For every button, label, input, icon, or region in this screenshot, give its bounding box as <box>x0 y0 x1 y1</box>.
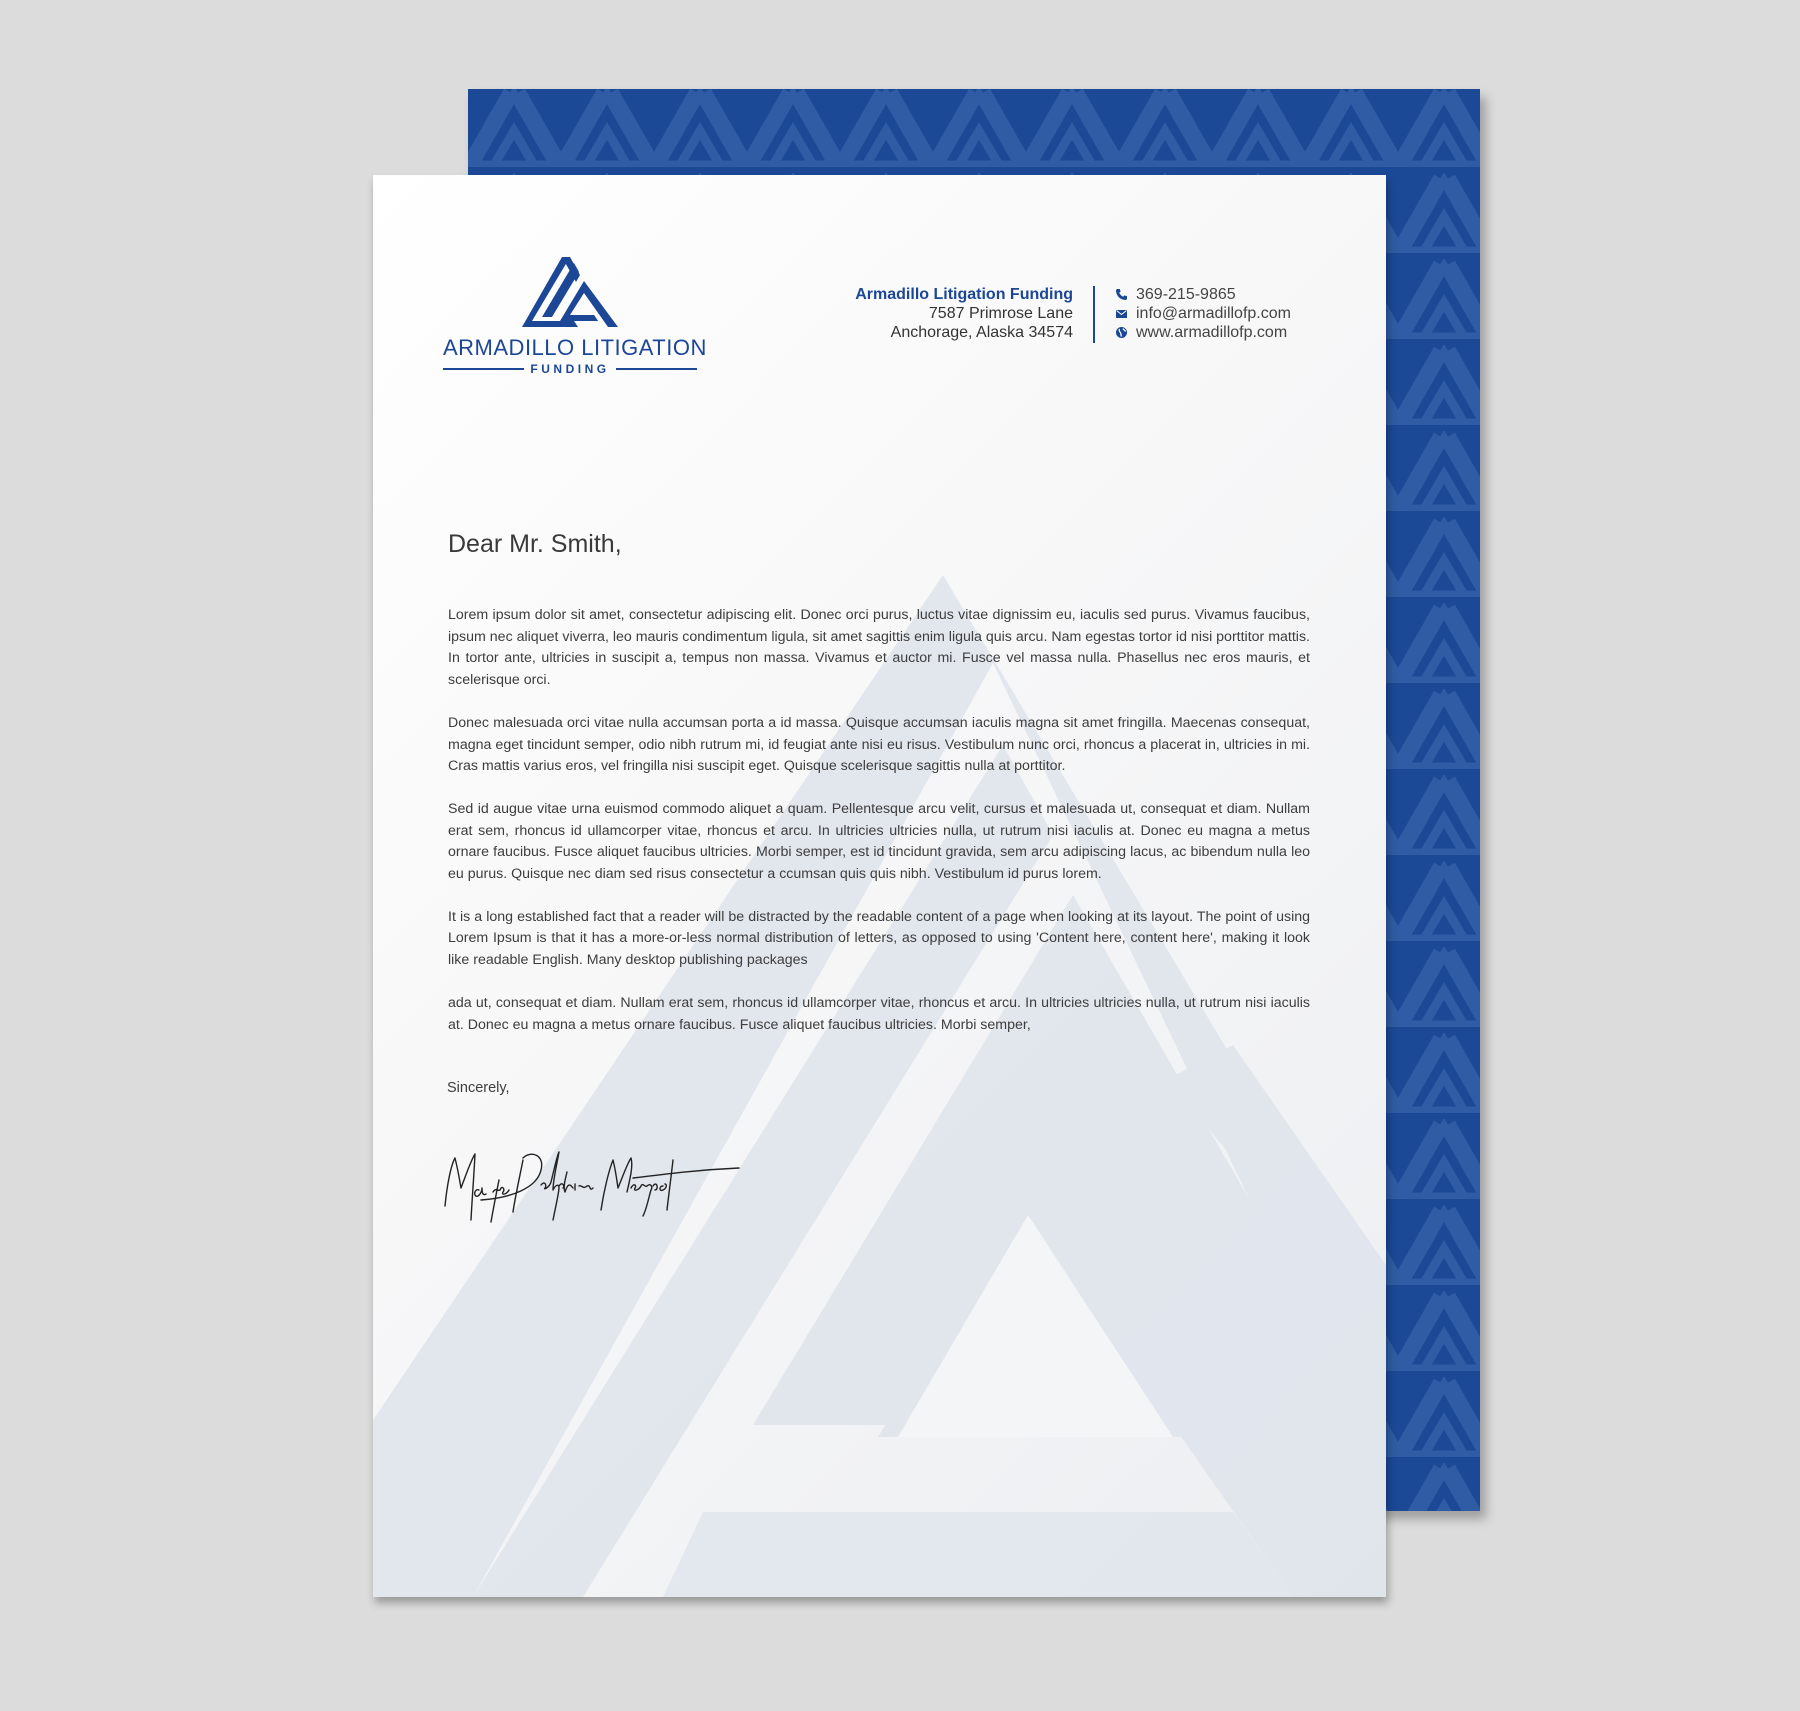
address-city: Anchorage, Alaska 34574 <box>890 324 1073 341</box>
mail-icon <box>1115 307 1128 320</box>
company-address <box>855 285 1073 342</box>
contact-phone <box>1115 285 1291 304</box>
letterhead-front-sheet <box>373 175 1386 1597</box>
letter-paragraph: Donec malesuada orci vitae nulla accumsan porta a id massa. Quisque accumsan iaculis magna sit amet fringilla. Maecenas consequat, magna eget tincidunt semper, odio nibh rutrum mi, id feugiat ante nisi eu risus. Vestibulum nunc orci, rhoncus a placerat in, ultricies in mi. Cras mattis varius eros, vel fringilla nisi suscipit eget. Quisque scelerisque sagittis nulla at porttitor. <box>448 714 1310 775</box>
phone-icon <box>1115 288 1128 301</box>
email-address[interactable]: info@armadillofp.com <box>1136 305 1291 322</box>
letter-body <box>448 605 1310 1057</box>
letter-paragraph: Lorem ipsum dolor sit amet, consectetur adipiscing elit. Donec orci purus, luctus vitae dignissim eu, iaculis sed purus. Vivamus faucibus, ipsum nec aliquet viverra, leo mauris condimentum ligula, sit amet sagittis enim ligula quis arcu. Nam egestas tortor id nisi porttitor mattis. In tortor ante, ultricies in suscipit a, tempus non massa. Vivamus et auctor mi. Fusce vel massa nulla. Phasellus nec eros mauris, et scelerisque orci. <box>448 607 1310 689</box>
signature-image <box>441 1130 741 1240</box>
globe-icon <box>1115 326 1128 339</box>
logo-rule-right <box>616 368 697 370</box>
phone-number[interactable]: 369-215-9865 <box>1136 286 1236 303</box>
logo-subtitle <box>443 362 697 376</box>
company-logo <box>443 255 707 376</box>
letter-paragraph: It is a long established fact that a reader will be distracted by the readable content of a page when looking at its layout. The point of using Lorem Ipsum is that it has a more-or-less normal distribution of letters, as opposed to using 'Content here, content here', making it look like readable English. Many desktop publishing packages <box>448 908 1310 969</box>
letter-paragraph: ada ut, consequat et diam. Nullam erat sem, rhoncus id ullamcorper vitae, rhoncus et arcu. In ultricies ultricies nulla, ut rutrum nisi iaculis at. Donec eu magna a metus ornare faucibus. Fusce aliquet faucibus ultricies. Morbi semper, <box>448 994 1310 1033</box>
triangle-logo-icon <box>522 255 618 329</box>
address-street: 7587 Primrose Lane <box>928 305 1073 322</box>
letter-closing: Sincerely, <box>447 1080 510 1096</box>
contact-info <box>1115 285 1291 342</box>
header-divider <box>1093 286 1095 343</box>
letter-greeting: Dear Mr. Smith, <box>448 530 622 558</box>
website-link[interactable]: www.armadillofp.com <box>1136 324 1288 341</box>
logo-subtitle-text: FUNDING <box>530 362 610 376</box>
company-name: Armadillo Litigation Funding <box>855 286 1073 303</box>
contact-website <box>1115 323 1291 342</box>
letter-paragraph: Sed id augue vitae urna euismod commodo aliquet a quam. Pellentesque arcu velit, cursus et malesuada ut, consequat et diam. Nullam erat sem, rhoncus id ullamcorper vitae, rhoncus et arcu. In ultricies ultricies nulla, ut rutrum nisi iaculis at. Donec eu magna a metus ornare faucibus. Fusce aliquet faucibus ultricies. Morbi semper, est id tincidunt gravida, sem arcu adipiscing lacus, ac bibendum nulla leo eu purus. Quisque nec diam sed risus consectetur a ccumsan quis quis nibh. Vestibulum id purus lorem. <box>448 800 1310 883</box>
logo-wordmark: ARMADILLO LITIGATION <box>443 335 707 360</box>
logo-rule-left <box>443 368 524 370</box>
contact-email <box>1115 304 1291 323</box>
